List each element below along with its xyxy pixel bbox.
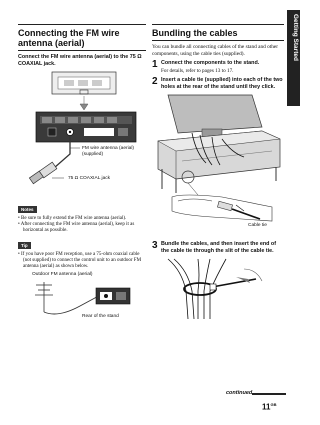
step-body: For details, refer to pages 13 to 17. bbox=[161, 67, 234, 74]
stand-figure bbox=[152, 93, 284, 238]
stand-cable-tie-illustration bbox=[152, 93, 284, 238]
fm-antenna-heading: Connecting the FM wire antenna (aerial) bbox=[18, 24, 146, 51]
tips-list bbox=[18, 252, 146, 270]
fm-antenna-figure bbox=[18, 70, 146, 198]
step-title: Connect the components to the stand. bbox=[161, 60, 260, 66]
fm-antenna-intro: Connect the FM wire antenna (aerial) to the 75 Ω COAXIAL jack. bbox=[18, 54, 142, 67]
outdoor-antenna-figure bbox=[18, 272, 146, 330]
label-coaxial-jack: 75 Ω COAXIAL jack bbox=[68, 176, 111, 181]
page-suffix: GB bbox=[270, 402, 277, 407]
bundling-intro: You can bundle all connecting cables of the stand and other components, using the cable ties (supplied). bbox=[152, 44, 278, 57]
right-column bbox=[152, 24, 284, 319]
page-number bbox=[262, 402, 276, 412]
continued-label: continued bbox=[226, 390, 253, 396]
outdoor-antenna-illustration bbox=[18, 272, 146, 330]
notes-list bbox=[18, 216, 146, 234]
left-column bbox=[18, 24, 146, 330]
page-number-value: 11 bbox=[262, 402, 271, 412]
label-cable-tie: Cable tie bbox=[248, 223, 267, 228]
step-1 bbox=[152, 60, 284, 74]
label-fm-wire-antenna: FM wire antenna (aerial) (supplied) bbox=[82, 146, 134, 157]
side-tab-label: Getting Started bbox=[292, 14, 299, 61]
note-item: • Be sure to fully extend the FM wire antenna (aerial). bbox=[18, 216, 146, 222]
bundling-heading: Bundling the cables bbox=[152, 24, 284, 41]
step-2 bbox=[152, 77, 284, 90]
notes-badge: Notes bbox=[18, 206, 37, 213]
step-number: 2 bbox=[152, 76, 158, 87]
bundled-cables-illustration bbox=[152, 257, 284, 319]
tip-item: • If you have poor FM reception, use a 75-ohm coaxial cable (not supplied) to connect the control unit to an outdoor FM antenna (aerial) as shown below. bbox=[18, 252, 146, 270]
step-title: Bundle the cables, and then insert the end of the cable tie through the slit of the cable tie. bbox=[161, 241, 277, 254]
label-outdoor-antenna: Outdoor FM antenna (aerial) bbox=[32, 272, 93, 277]
tip-badge: Tip bbox=[18, 242, 31, 249]
step-number: 1 bbox=[152, 59, 158, 70]
label-rear-of-stand: Rear of the stand bbox=[82, 314, 119, 319]
step-title: Insert a cable tie (supplied) into each of the two holes at the rear of the stand until they click. bbox=[161, 77, 283, 90]
note-item: • After connecting the FM wire antenna (aerial), keep it as horizontal as possible. bbox=[18, 222, 146, 234]
continued-rule bbox=[252, 393, 286, 395]
step-3 bbox=[152, 241, 284, 254]
bundle-figure bbox=[152, 257, 284, 319]
step-number: 3 bbox=[152, 240, 158, 251]
side-section-tab bbox=[287, 10, 300, 106]
